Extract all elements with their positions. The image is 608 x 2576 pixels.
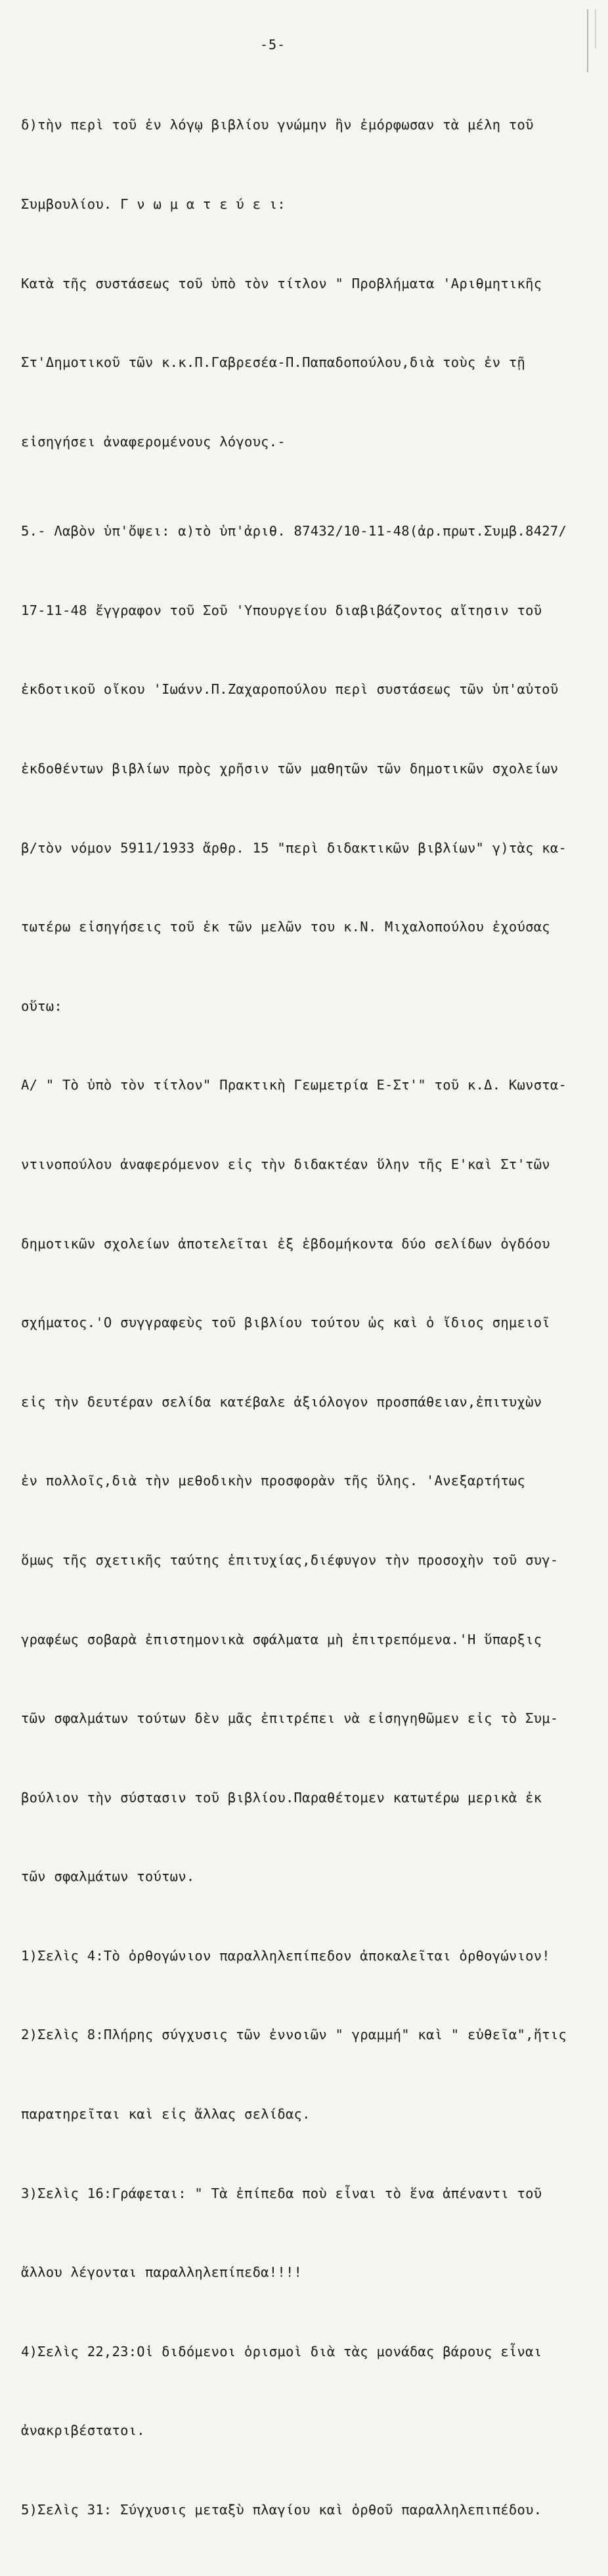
text-line: ὅμως τῆς σχετικῆς ταύτης ἐπιτυχίας,διέφυγον τὴν προσοχὴν τοῦ συγ- (21, 1552, 559, 1568)
page-edge-mark (595, 9, 596, 49)
text-line: 17-11-48 ἔγγραφον τοῦ Σοῦ 'Υπουργείου διαβιβάζοντος αἴτησιν τοῦ (21, 602, 542, 618)
text-line: 3)Σελὶς 16:Γράφεται: " Τὰ ἐπίπεδα ποὺ εἶναι τὸ ἕνα ἀπέναντι τοῦ (21, 2185, 542, 2201)
text-line: τῶν σφαλμάτων τούτων δὲν μᾶς ἐπιτρέπει νὰ εἰσηγηθῶμεν εἰς τὸ Συμ- (21, 1710, 559, 1727)
text-line: β/τὸν νόμον 5911/1933 ἄρθρ. 15 "περὶ διδακτικῶν βιβλίων" γ)τὰς κα- (21, 839, 567, 856)
text-line: 1)Σελὶς 4:Τὸ ὀρθογώνιον παραλληλεπίπεδον ἀποκαλεῖται ὀρθογώνιον! (21, 1947, 550, 1964)
text-line: ἐκδοτικοῦ οἴκου 'Ιωάνν.Π.Ζαχαροπούλου περὶ συστάσεως τῶν ὑπ'αὐτοῦ (21, 681, 559, 698)
text-line: Κατὰ τῆς συστάσεως τοῦ ὑπὸ τὸν τίτλον " Προβλήματα 'Αριθμητικῆς (21, 275, 542, 291)
text-line: ἐν πολλοῖς,διὰ τὴν μεθοδικὴν προσφορὰν τῆς ὕλης. 'Ανεξαρτήτως (21, 1473, 526, 1489)
text-line: ντινοπούλου ἀναφερόμενον εἰς τὴν διδακτέαν ὕλην τῆς Ε'καὶ Στ'τῶν (21, 1156, 550, 1172)
text-line: τωτέρω εἰσηγήσεις τοῦ ἐκ τῶν μελῶν του κ.Ν. Μιχαλοπούλου ἐχούσας (21, 919, 550, 935)
text-line: Στ'Δημοτικοῦ τῶν κ.κ.Π.Γαβρεσέα-Π.Παπαδοπούλου,διὰ τοὺς ἐν τῇ (21, 354, 526, 371)
text-line: δ)τὴν περὶ τοῦ ἐν λόγῳ βιβλίου γνώμην ἣν ἐμόρφωσαν τὰ μέλη τοῦ (21, 117, 534, 133)
text-line: εἰσηγήσει ἀναφερομένους λόγους.- (21, 433, 286, 450)
text-line: Α/ " Τὸ ὑπὸ τὸν τίτλον" Πρακτικὴ Γεωμετρία Ε-Στ'" τοῦ κ.Δ. Κωνστα- (21, 1077, 567, 1093)
typed-text-body (21, 59, 586, 2576)
text-line: 5)Σελὶς 31: Σύγχυσις μεταξὺ πλαγίου καὶ ὀρθοῦ παραλληλεπιπέδου. (21, 2502, 542, 2518)
text-line: γραφέως σοβαρὰ ἐπιστημονικὰ σφάλματα μὴ ἐπιτρεπόμενα.'Η ὕπαρξις (21, 1631, 542, 1647)
text-line: ἐκδοθέντων βιβλίων πρὸς χρῆσιν τῶν μαθητῶν τῶν δημοτικῶν σχολείων (21, 760, 559, 776)
text-line: σχήματος.'Ο συγγραφεὺς τοῦ βιβλίου τούτου ὡς καὶ ὁ ἴδιος σημειοῖ (21, 1315, 550, 1331)
text-line: ἀνακριβέστατοι. (21, 2422, 145, 2439)
page-number: -5- (260, 37, 286, 53)
text-line: παρατηρεῖται καὶ εἰς ἄλλας σελίδας. (21, 2106, 311, 2122)
text-line: 4)Σελὶς 22,23:Οἱ διδόμενοι ὁρισμοὶ διὰ τὰς μονάδας βάρους εἶναι (21, 2343, 542, 2359)
text-line: οὕτω: (21, 998, 62, 1014)
text-line: Συμβουλίου. Γ ν ω μ α τ ε ύ ε ι: (21, 196, 286, 212)
page-edge-mark (587, 9, 588, 72)
text-line: δημοτικῶν σχολείων ἀποτελεῖται ἐξ ἑβδομήκοντα δύο σελίδων ὀγδόου (21, 1235, 550, 1252)
text-line: εἰς τὴν δευτέραν σελίδα κατέβαλε ἀξιόλογον προσπάθειαν,ἐπιτυχὼν (21, 1393, 542, 1410)
text-line: 5.- Λαβὸν ὑπ'ὄψει: α)τὸ ὑπ'ἀριθ. 87432/10-11-48(ἀρ.πρωτ.Συμβ.8427/ (21, 523, 567, 539)
text-line: 2)Σελὶς 8:Πλήρης σύγχυσις τῶν ἐννοιῶν " γραμμή" καὶ " εὐθεῖα",ἥτις (21, 2027, 567, 2043)
text-line: τῶν σφαλμάτων τούτων. (21, 1869, 195, 1885)
text-line: ἄλλου λέγονται παραλληλεπίπεδα!!!! (21, 2264, 303, 2281)
text-line: βούλιον τὴν σύστασιν τοῦ βιβλίου.Παραθέτομεν κατωτέρω μερικὰ ἐκ (21, 1789, 542, 1805)
